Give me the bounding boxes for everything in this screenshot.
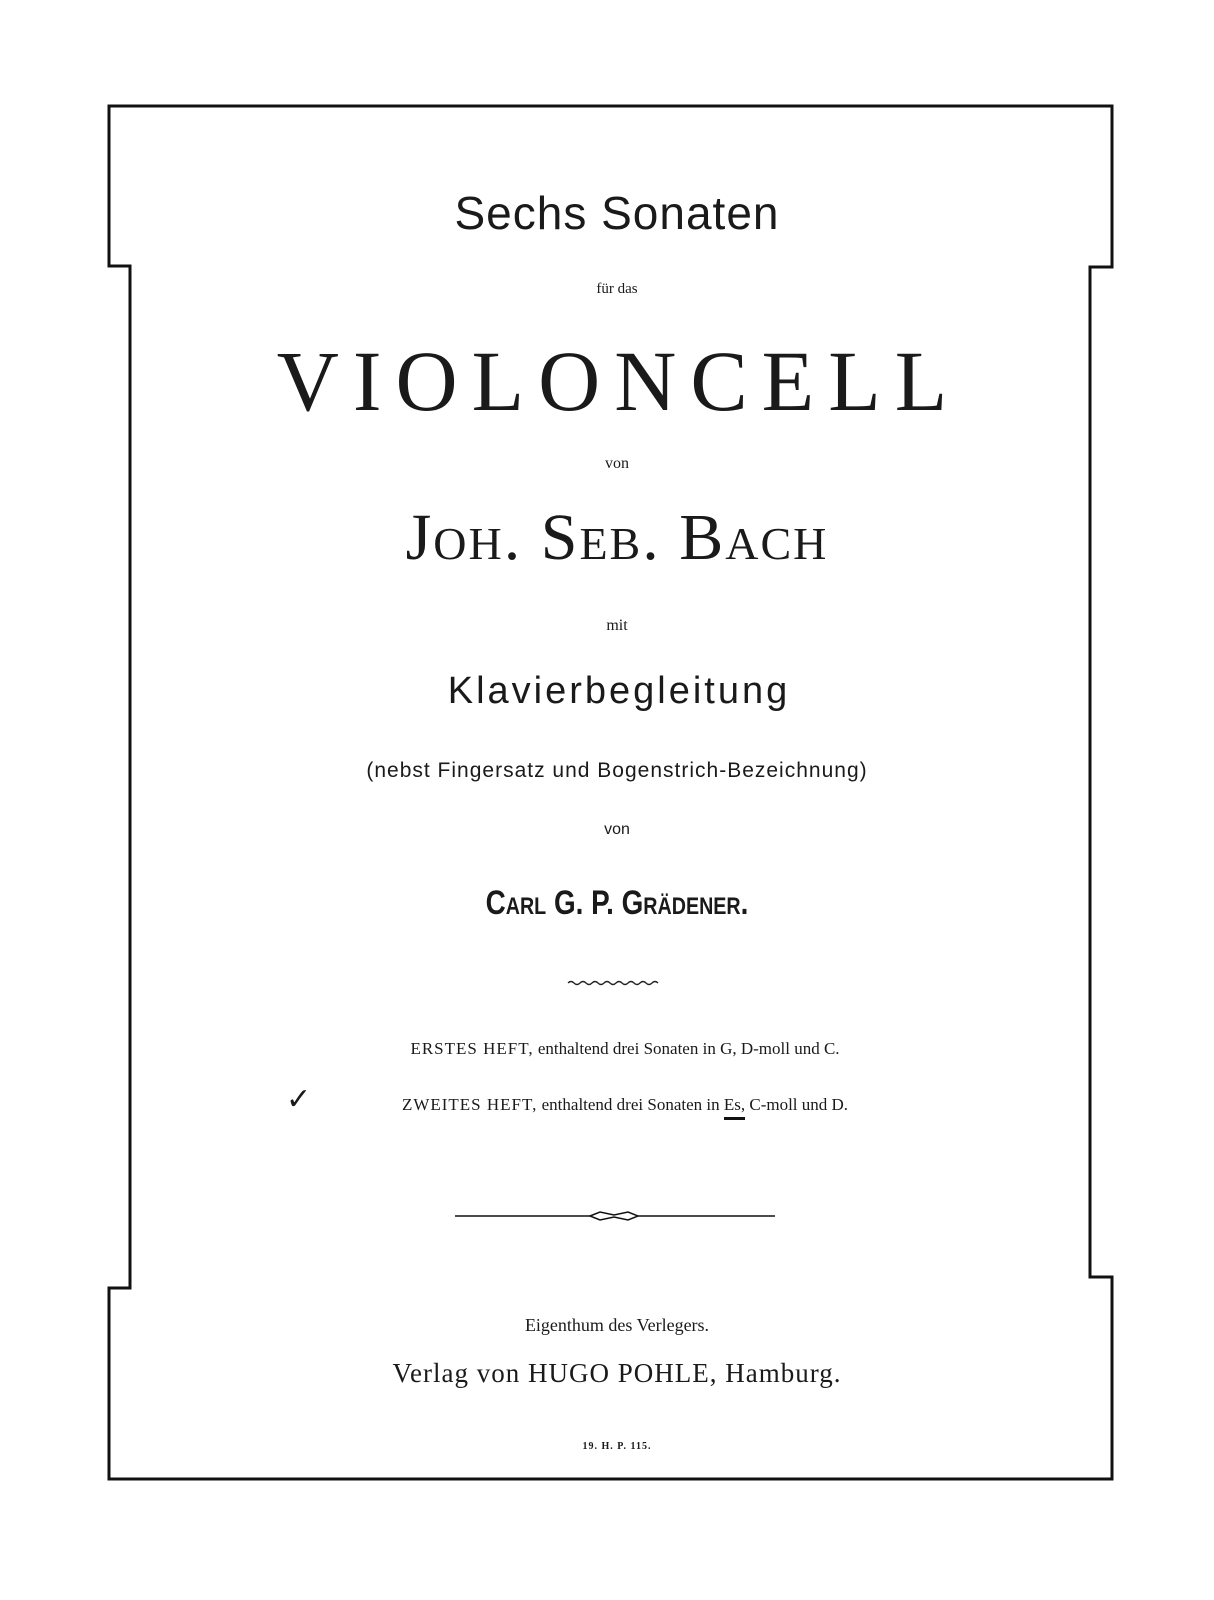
plate-number: 19. H. P. 115. [582,1441,652,1452]
composer-name: Joh. Seb. Bach [405,501,829,574]
instrument-title: VIOLONCELL [276,333,962,429]
volume-1-line [18,1040,1214,1057]
title-line-1: Sechs Sonaten [454,187,780,239]
check-mark-icon: ✓ [286,1082,312,1117]
ownership-note: Eigenthum des Verlegers. [524,1315,710,1335]
volume-2-contents-post: C-moll und D. [749,1095,849,1114]
by-label-arranger: von [604,821,630,838]
accompaniment-title: Klavierbegleitung [447,670,791,712]
volume-2-key-underlined: Es, [724,1095,745,1120]
volume-1-contents: enthaltend drei Sonaten in G, D-moll und C. [537,1039,840,1058]
volume-2-contents-pre: enthaltend drei Sonaten in [541,1095,720,1114]
with-label: mit [606,617,628,634]
volume-1-name: ERSTES HEFT, [410,1039,534,1058]
border-line [109,106,1112,1479]
divider-ornament [455,1212,775,1220]
edition-note: (nebst Fingersatz und Bogenstrich-Bezeichnung) [366,759,868,782]
wavy-ornament [568,982,658,985]
volume-2-line [18,1096,1214,1113]
publisher-imprint: Verlag von HUGO POHLE, Hamburg. [392,1358,842,1388]
arranger-name: Carl G. P. Grädener. [485,884,749,922]
volume-2-name: ZWEITES HEFT, [401,1095,538,1114]
by-label-composer: von [605,455,629,472]
title-line-2: für das [596,281,638,297]
